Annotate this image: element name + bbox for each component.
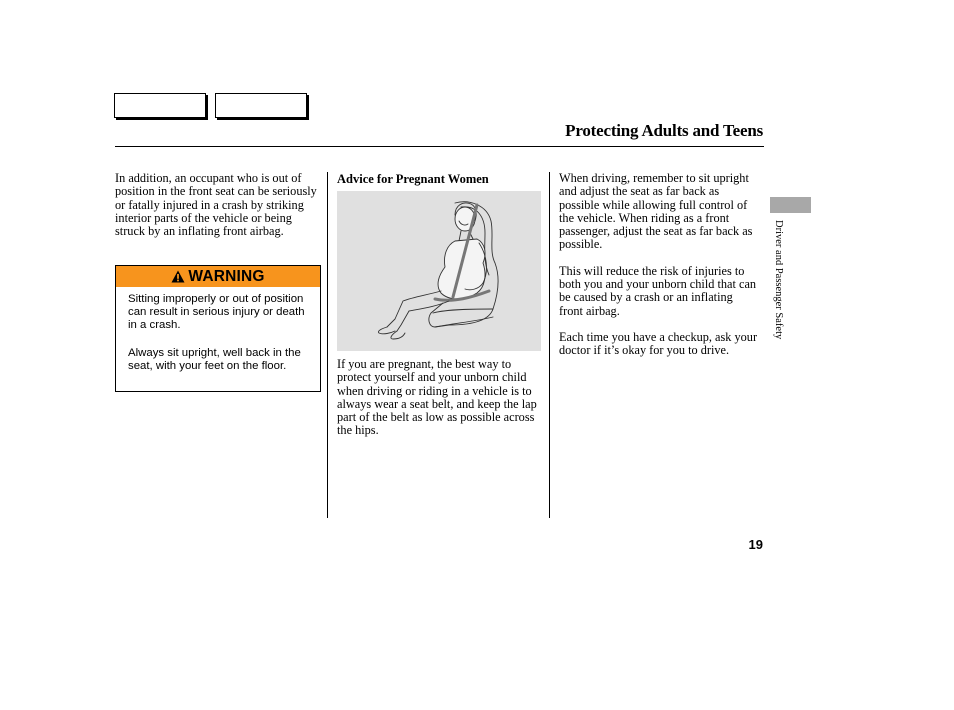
section-heading: Advice for Pregnant Women <box>337 172 489 186</box>
warning-triangle-icon <box>171 270 185 283</box>
warning-header <box>116 266 320 287</box>
nav-button-previous[interactable] <box>114 93 206 118</box>
title-divider <box>115 146 764 147</box>
pregnant-woman-seatbelt-illustration <box>337 191 541 351</box>
section-label: Driver and Passenger Safety <box>773 220 784 340</box>
column-divider-left <box>327 172 328 518</box>
page-number: 19 <box>748 537 763 552</box>
warning-box <box>115 265 321 392</box>
driving-paragraph: When driving, remember to sit upright and adjust the seat as far back as possible while allowing full control of the vehicle. When riding as a front passenger, adjust the seat as far back as possible. <box>559 171 753 252</box>
risk-paragraph: This will reduce the risk of injuries to both you and your unborn child that can be caused by a crash or an inflating front airbag. <box>559 263 757 318</box>
checkup-paragraph: Each time you have a checkup, ask your doctor if it’s okay for you to drive. <box>559 329 758 358</box>
column-divider-right <box>549 172 550 518</box>
column1-paragraph <box>115 172 321 238</box>
nav-button-next[interactable] <box>215 93 307 118</box>
column3-text <box>559 172 759 358</box>
warning-paragraph-1: Sitting improperly or out of position can result in serious injury or death in a crash. <box>128 293 305 332</box>
warning-body <box>116 287 320 373</box>
pregnancy-paragraph: If you are pregnant, the best way to protect yourself and your unborn child when driving or riding in a vehicle is to always wear a seat belt, and keep the lap part of the belt as low as possible across the hips. <box>337 357 537 438</box>
page-title: Protecting Adults and Teens <box>565 121 763 140</box>
warning-paragraph-2: Always sit upright, well back in the seat, with your feet on the floor. <box>128 346 301 372</box>
intro-paragraph: In addition, an occupant who is out of position in the front seat can be seriously or fatally injured in a crash by striking interior parts of the vehicle or being struck by an inflating front airbag. <box>115 171 317 239</box>
column2-paragraph <box>337 358 543 438</box>
section-tab <box>770 197 811 213</box>
warning-title: WARNING <box>188 267 265 285</box>
